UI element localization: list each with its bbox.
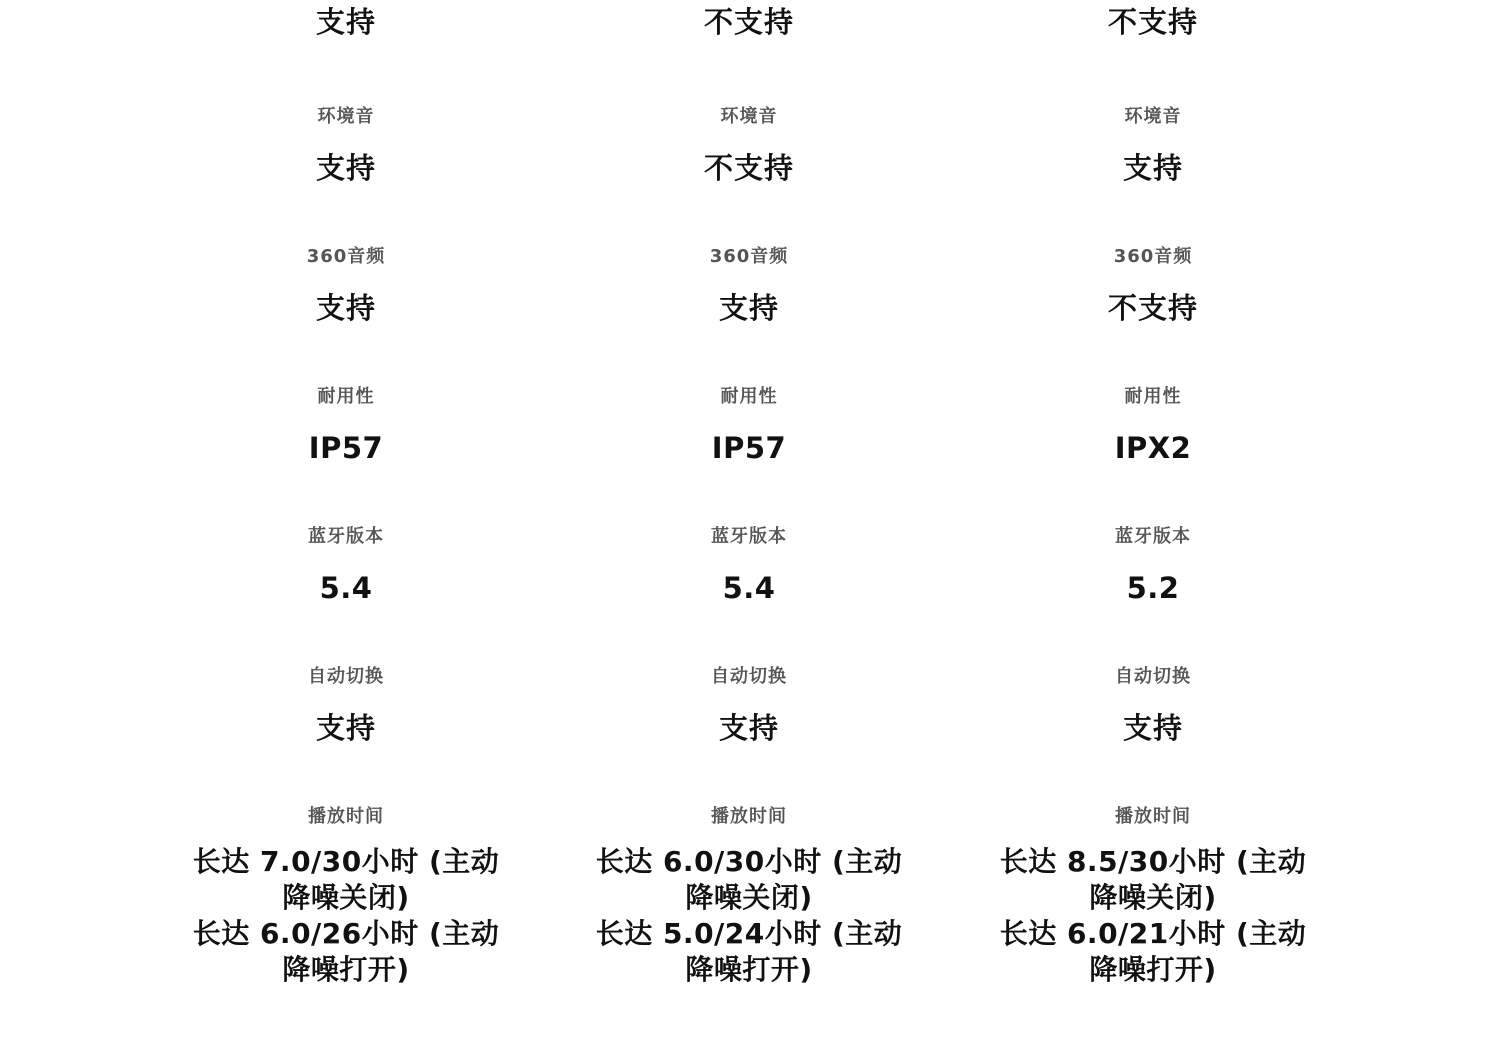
spec-bluetooth-version bbox=[176, 524, 516, 608]
top-feature-value: 不支持 bbox=[703, 5, 794, 39]
spec-spatial-audio bbox=[176, 244, 516, 328]
spec-ambient-sound bbox=[176, 104, 516, 188]
spec-value: 5.2 bbox=[1126, 571, 1180, 605]
spec-bluetooth-version bbox=[579, 524, 919, 608]
spec-durability bbox=[983, 384, 1323, 468]
spec-value: 不支持 bbox=[703, 151, 794, 185]
spec-label: 360音频 bbox=[1113, 246, 1193, 267]
playtime-anc-off: 长达 7.0/30小时 (主动降噪关闭) bbox=[192, 845, 500, 914]
spec-label: 蓝牙版本 bbox=[711, 526, 787, 547]
spec-label: 蓝牙版本 bbox=[308, 526, 384, 547]
spec-label: 播放时间 bbox=[1115, 806, 1191, 827]
spec-value: IP57 bbox=[308, 431, 384, 465]
spec-auto-switch bbox=[176, 664, 516, 748]
spec-spatial-audio bbox=[983, 244, 1323, 328]
spec-playtime bbox=[176, 804, 516, 988]
spec-ambient-sound bbox=[983, 104, 1323, 188]
top-feature-value: 不支持 bbox=[1107, 5, 1198, 39]
spec-value: 不支持 bbox=[1107, 291, 1198, 325]
spec-value: 支持 bbox=[315, 291, 376, 325]
playtime-anc-off: 长达 8.5/30小时 (主动降噪关闭) bbox=[999, 845, 1307, 914]
spec-label: 自动切换 bbox=[1115, 666, 1191, 687]
spec-auto-switch bbox=[579, 664, 919, 748]
spec-value: 支持 bbox=[1122, 711, 1183, 745]
spec-label: 360音频 bbox=[306, 246, 386, 267]
spec-label: 自动切换 bbox=[711, 666, 787, 687]
spec-label: 蓝牙版本 bbox=[1115, 526, 1191, 547]
spec-spatial-audio bbox=[579, 244, 919, 328]
spec-playtime bbox=[579, 804, 919, 988]
spec-value: 支持 bbox=[718, 711, 779, 745]
spec-label: 耐用性 bbox=[720, 386, 778, 407]
spec-value: IP57 bbox=[711, 431, 787, 465]
spec-value: 支持 bbox=[1122, 151, 1183, 185]
spec-label: 耐用性 bbox=[1124, 386, 1182, 407]
spec-value: 支持 bbox=[315, 711, 376, 745]
spec-ambient-sound bbox=[579, 104, 919, 188]
spec-value: 5.4 bbox=[319, 571, 373, 605]
spec-label: 播放时间 bbox=[308, 806, 384, 827]
spec-label: 360音频 bbox=[709, 246, 789, 267]
top-feature-value: 支持 bbox=[315, 5, 376, 39]
spec-playtime bbox=[983, 804, 1323, 988]
spec-value: 支持 bbox=[718, 291, 779, 325]
playtime-anc-on: 长达 6.0/26小时 (主动降噪打开) bbox=[192, 917, 500, 986]
spec-durability bbox=[176, 384, 516, 468]
spec-label: 环境音 bbox=[1124, 106, 1182, 127]
spec-durability bbox=[579, 384, 919, 468]
playtime-values bbox=[579, 844, 919, 988]
playtime-values bbox=[983, 844, 1323, 988]
spec-value: 5.4 bbox=[722, 571, 776, 605]
spec-bluetooth-version bbox=[983, 524, 1323, 608]
spec-label: 环境音 bbox=[317, 106, 375, 127]
spec-value: 支持 bbox=[315, 151, 376, 185]
spec-label: 播放时间 bbox=[711, 806, 787, 827]
spec-auto-switch bbox=[983, 664, 1323, 748]
playtime-anc-on: 长达 6.0/21小时 (主动降噪打开) bbox=[999, 917, 1307, 986]
playtime-values bbox=[176, 844, 516, 988]
playtime-anc-off: 长达 6.0/30小时 (主动降噪关闭) bbox=[595, 845, 903, 914]
spec-value: IPX2 bbox=[1114, 431, 1192, 465]
playtime-anc-on: 长达 5.0/24小时 (主动降噪打开) bbox=[595, 917, 903, 986]
spec-label: 耐用性 bbox=[317, 386, 375, 407]
spec-label: 环境音 bbox=[720, 106, 778, 127]
spec-label: 自动切换 bbox=[308, 666, 384, 687]
